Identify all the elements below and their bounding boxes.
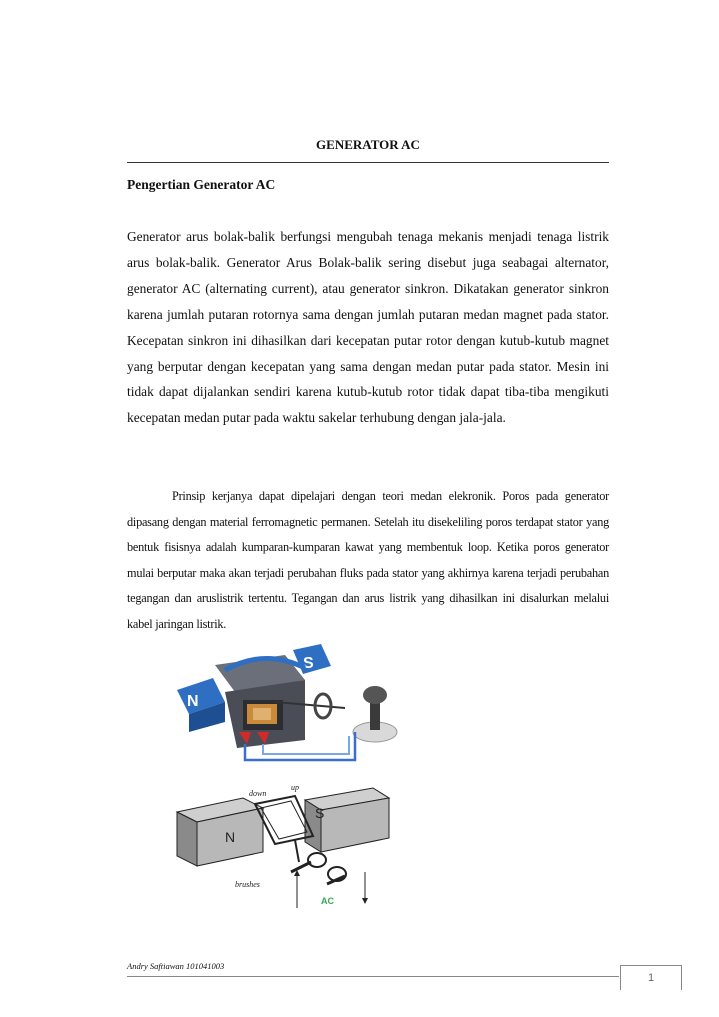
bottom-pole-s-label: S xyxy=(315,805,325,821)
title-divider xyxy=(127,162,609,163)
section-heading: Pengertian Generator AC xyxy=(127,177,276,192)
footer-author: Andry Saftiawan 101041003 xyxy=(127,961,225,971)
paragraph-definition: Generator arus bolak-balik berfungsi mengubah tenaga mekanis menjadi tenaga listrik arus bolak-balik. Generator Arus Bolak-balik sering disebut juga seabagai alternator, generator AC (alternating current), atau generator sinkron. Dikatakan generator sinkron karena jumlah putaran rotornya sama dengan jumlah putaran medan magnet pada stator. Kecepatan sinkron ini dihasilkan dari kecepatan putar rotor dengan kutub-kutub magnet yang berputar dengan kecepatan yang sama dengan medan putar pada stator. Mesin ini tidak dapat dijalankan sendiri karena kutub-kutub rotor tidak dapat tiba-tiba mengikuti kecepatan medan putar pada waktu sakelar terhubung dengan jala-jala. xyxy=(127,229,609,426)
generator-3d-model xyxy=(177,644,397,760)
lamp-bulb xyxy=(363,686,387,704)
footer-divider xyxy=(127,976,619,977)
top-pole-s-label: S xyxy=(303,655,314,672)
document-title: GENERATOR AC xyxy=(316,137,420,152)
generator-illustration xyxy=(165,640,405,915)
label-down: down xyxy=(249,789,267,798)
label-ac: AC xyxy=(321,896,334,906)
slip-ring-1 xyxy=(308,853,326,867)
bottom-pole-n-label: N xyxy=(225,829,236,845)
page-number: 1 xyxy=(620,965,682,990)
brush-1 xyxy=(291,862,311,872)
label-brushes: brushes xyxy=(235,880,260,889)
label-up: up xyxy=(291,783,299,792)
top-pole-n-label: N xyxy=(187,693,199,710)
wire-loop xyxy=(255,796,313,844)
paragraph-working-principle: Prinsip kerjanya dapat dipelajari dengan teori medan elekronik. Poros pada generator dipasang dengan material ferromagnetic permanen. Setelah itu disekeliling poros terdapat stator yang bentuk fisisnya adalah kumparan-kumparan kawat yang membentuk loop. Ketika poros generator mulai berputar maka akan terjadi perubahan fluks pada stator yang akhirnya karena terjadi perubahan tegangan dan aruslistrik tertentu. Tegangan dan arus listrik yang dihasilkan ini disalurkan melalui kabel jaringan listrik. xyxy=(127,489,609,631)
generator-schematic xyxy=(177,783,389,908)
lamp-base xyxy=(370,700,380,730)
